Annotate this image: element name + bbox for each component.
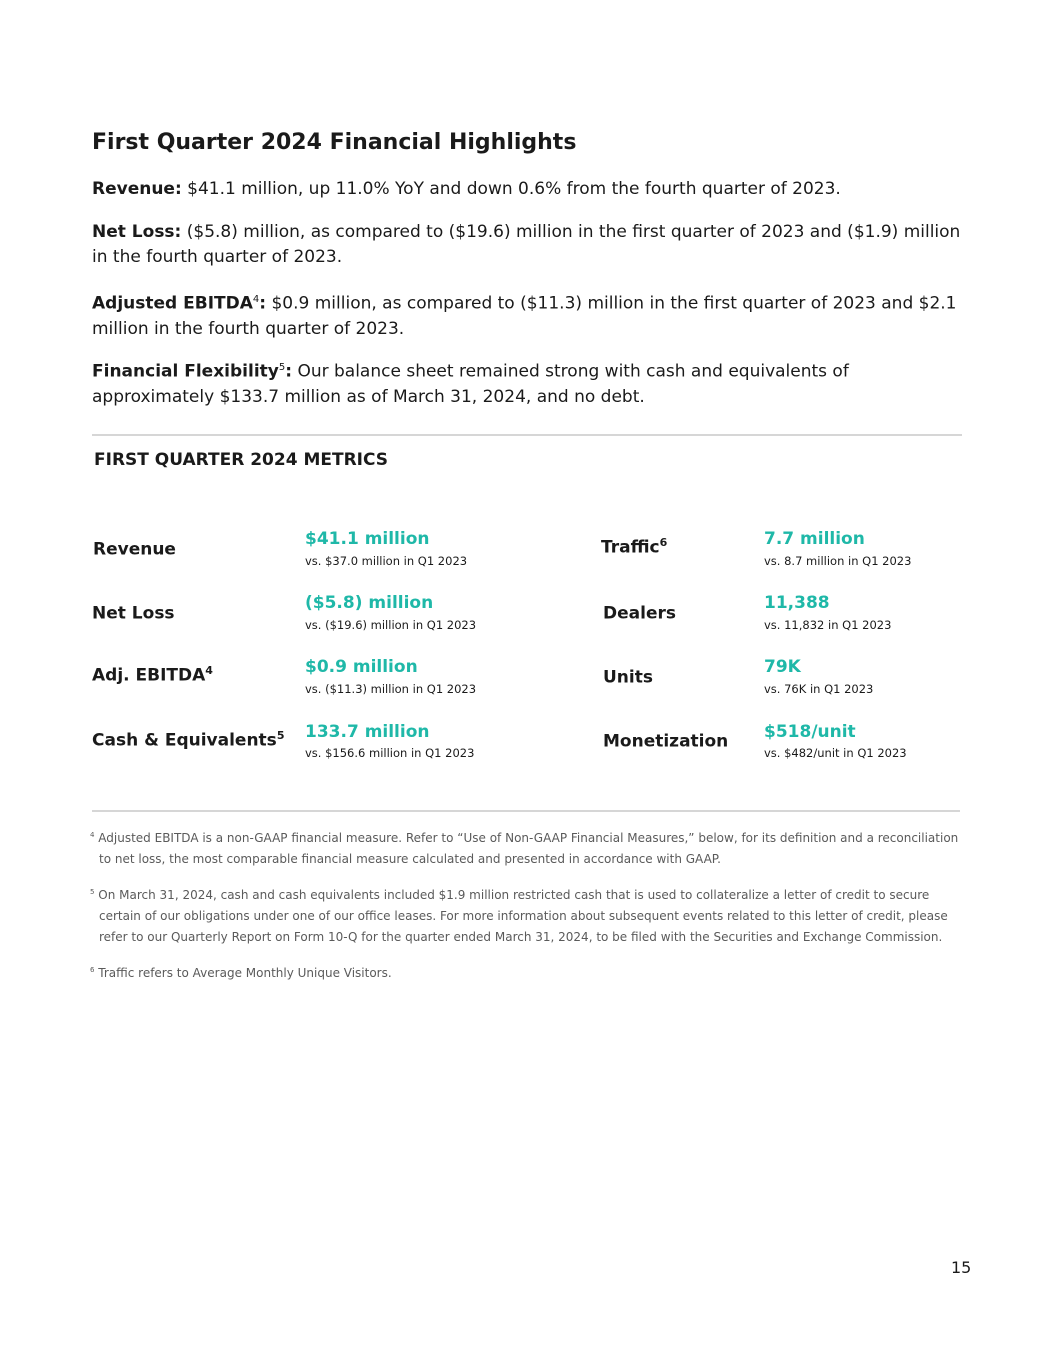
footnote-ref-5: 5 (278, 362, 286, 373)
footnote-4 (90, 825, 974, 870)
footnote-6 (90, 960, 974, 984)
metric-note-units: vs. 76K in Q1 2023 (764, 682, 874, 696)
metric-note-cash-equivalents: vs. $156.6 million in Q1 2023 (305, 746, 475, 760)
footnote-number: 4 (90, 831, 95, 839)
section-divider (92, 434, 962, 436)
highlight-financial-flexibility-text: Our balance sheet remained strong with cash and equivalents of approximately $133.7 million as of March 31, 2024, and no debt. (92, 361, 849, 407)
footnote-5 (90, 882, 974, 948)
metric-note-revenue: vs. $37.0 million in Q1 2023 (305, 554, 468, 568)
highlight-financial-flexibility (92, 355, 962, 410)
metric-value-adj-ebitda: $0.9 million (305, 657, 418, 677)
metric-value-monetization: $518/unit (764, 722, 856, 742)
highlight-revenue (92, 177, 962, 202)
metric-label-traffic: Traffic$^6$ (601, 536, 668, 558)
metric-value-dealers: 11,388 (764, 593, 830, 613)
metric-value-cash-equivalents: 133.7 million (305, 722, 430, 742)
metric-value-revenue: $41.1 million (305, 529, 430, 549)
highlight-adjusted-ebitda-text: $0.9 million, as compared to ($11.3) million in the first quarter of 2023 and $2.1 million in the fourth quarter of 2023. (92, 293, 957, 339)
footnote-number: 6 (90, 966, 95, 974)
highlight-adjusted-ebitda-label: Adjusted EBITDA (92, 293, 253, 314)
metric-label-monetization: Monetization (603, 731, 729, 752)
highlight-revenue-text: $41.1 million, up 11.0% YoY and down 0.6% from the fourth quarter of 2023. (181, 179, 841, 199)
page-number: 15 (951, 1258, 972, 1277)
highlight-net-loss-label: Net Loss: (92, 222, 182, 242)
page-title: First Quarter 2024 Financial Highlights (92, 130, 577, 155)
metric-note-monetization: vs. $482/unit in Q1 2023 (764, 746, 907, 760)
footnote-number: 5 (90, 888, 95, 896)
metric-note-adj-ebitda: vs. ($11.3) million in Q1 2023 (305, 682, 477, 696)
metric-label-revenue: Revenue (93, 539, 176, 560)
metric-value-units: 79K (764, 657, 801, 677)
highlight-adjusted-ebitda (92, 287, 962, 342)
metric-label-dealers: Dealers (603, 603, 676, 624)
highlight-net-loss (92, 220, 962, 270)
highlight-financial-flexibility-label: Financial Flexibility (92, 361, 279, 382)
footnote-text: On March 31, 2024, cash and cash equivalents included $1.9 million restricted cash that is used to collateralize a letter of credit to secure certain of our obligations under one of our office leases. For more information about subsequent events related to this letter of credit, please refer to our Quarterly Report on Form 10-Q for the quarter ended March 31, 2024, to be filed with the Securities and Exchange Commission. (94, 888, 948, 944)
footnote-divider (92, 810, 960, 812)
metric-value-net-loss: ($5.8) million (305, 593, 434, 613)
highlight-adjusted-ebitda-colon: : (259, 293, 267, 314)
metric-label-units: Units (603, 667, 653, 688)
metric-note-traffic: vs. 8.7 million in Q1 2023 (764, 554, 912, 568)
footnote-text: Traffic refers to Average Monthly Unique Visitors. (94, 966, 392, 980)
metric-value-traffic: 7.7 million (764, 529, 865, 549)
footnote-ref-4: 4 (252, 294, 260, 305)
metric-note-dealers: vs. 11,832 in Q1 2023 (764, 618, 892, 632)
metric-label-adj-ebitda: Adj. EBITDA$^4$ (92, 664, 213, 686)
highlight-financial-flexibility-colon: : (285, 361, 293, 382)
footnote-text: Adjusted EBITDA is a non-GAAP financial measure. Refer to “Use of Non-GAAP Financial Measures,” below, for its definition and a reconciliation to net loss, the most comparable financial measure calculated and presented in accordance with GAAP. (94, 831, 959, 866)
metric-label-net-loss: Net Loss (92, 603, 175, 624)
highlight-net-loss-text: ($5.8) million, as compared to ($19.6) million in the first quarter of 2023 and ($1.9) million in the fourth quarter of 2023. (92, 222, 961, 267)
metrics-title: FIRST QUARTER 2024 METRICS (94, 450, 389, 470)
metric-label-cash-equivalents: Cash & Equivalents$^5$ (92, 729, 285, 751)
metric-note-net-loss: vs. ($19.6) million in Q1 2023 (305, 618, 477, 632)
highlight-revenue-label: Revenue: (92, 179, 182, 199)
